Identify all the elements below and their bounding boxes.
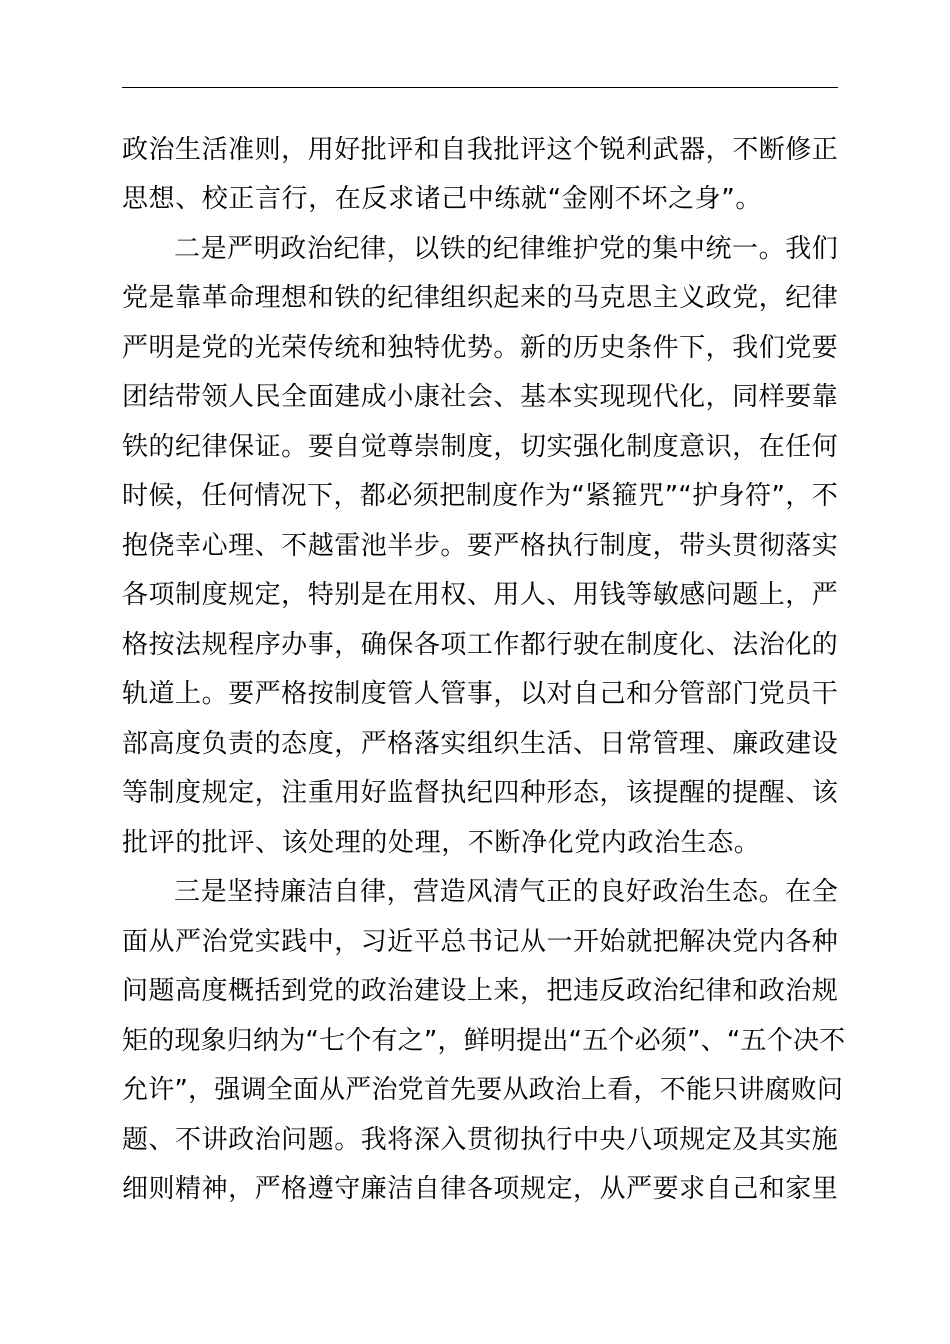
text-line: 细则精神，严格遵守廉洁自律各项规定，从严要求自己和家里 xyxy=(122,1174,838,1204)
text-line: 轨道上。要严格按制度管人管事，以对自己和分管部门党员干 xyxy=(122,679,838,709)
text-line: 批评的批评、该处理的处理，不断净化党内政治生态。 xyxy=(122,828,761,858)
text-line: 面从严治党实践中，习近平总书记从一开始就把解决党内各种 xyxy=(122,927,838,957)
text-line: 矩的现象归纳为“七个有之”，鲜明提出“五个必须”、“五个决不 xyxy=(122,1026,846,1056)
text-line: 铁的纪律保证。要自觉尊崇制度，切实强化制度意识，在任何 xyxy=(122,432,838,462)
header-rule xyxy=(122,87,838,88)
text-line: 问题高度概括到党的政治建设上来，把违反政治纪律和政治规 xyxy=(122,976,838,1006)
text-line: 等制度规定，注重用好监督执纪四种形态，该提醒的提醒、该 xyxy=(122,778,838,808)
text-line: 各项制度规定，特别是在用权、用人、用钱等敏感问题上，严 xyxy=(122,580,838,610)
text-line: 部高度负责的态度，严格落实组织生活、日常管理、廉政建设 xyxy=(122,729,838,759)
text-line: 严明是党的光荣传统和独特优势。新的历史条件下，我们党要 xyxy=(122,333,838,363)
text-line: 思想、校正言行，在反求诸己中练就“金刚不坏之身”。 xyxy=(122,184,762,214)
paragraph-start-line: 三是坚持廉洁自律，营造风清气正的良好政治生态。在全 xyxy=(174,877,838,907)
text-line: 时候，任何情况下，都必须把制度作为“紧箍咒”“护身符”，不 xyxy=(122,481,838,511)
text-line: 抱侥幸心理、不越雷池半步。要严格执行制度，带头贯彻落实 xyxy=(122,531,838,561)
text-line: 允许”，强调全面从严治党首先要从政治上看，不能只讲腐败问 xyxy=(122,1075,844,1105)
text-line: 格按法规程序办事，确保各项工作都行驶在制度化、法治化的 xyxy=(122,630,838,660)
text-line: 团结带领人民全面建成小康社会、基本实现现代化，同样要靠 xyxy=(122,382,838,412)
text-line: 党是靠革命理想和铁的纪律组织起来的马克思主义政党，纪律 xyxy=(122,283,838,313)
paragraph-start-line: 二是严明政治纪律，以铁的纪律维护党的集中统一。我们 xyxy=(174,234,838,264)
text-line: 政治生活准则，用好批评和自我批评这个锐利武器，不断修正 xyxy=(122,135,838,165)
text-line: 题、不讲政治问题。我将深入贯彻执行中央八项规定及其实施 xyxy=(122,1125,838,1155)
